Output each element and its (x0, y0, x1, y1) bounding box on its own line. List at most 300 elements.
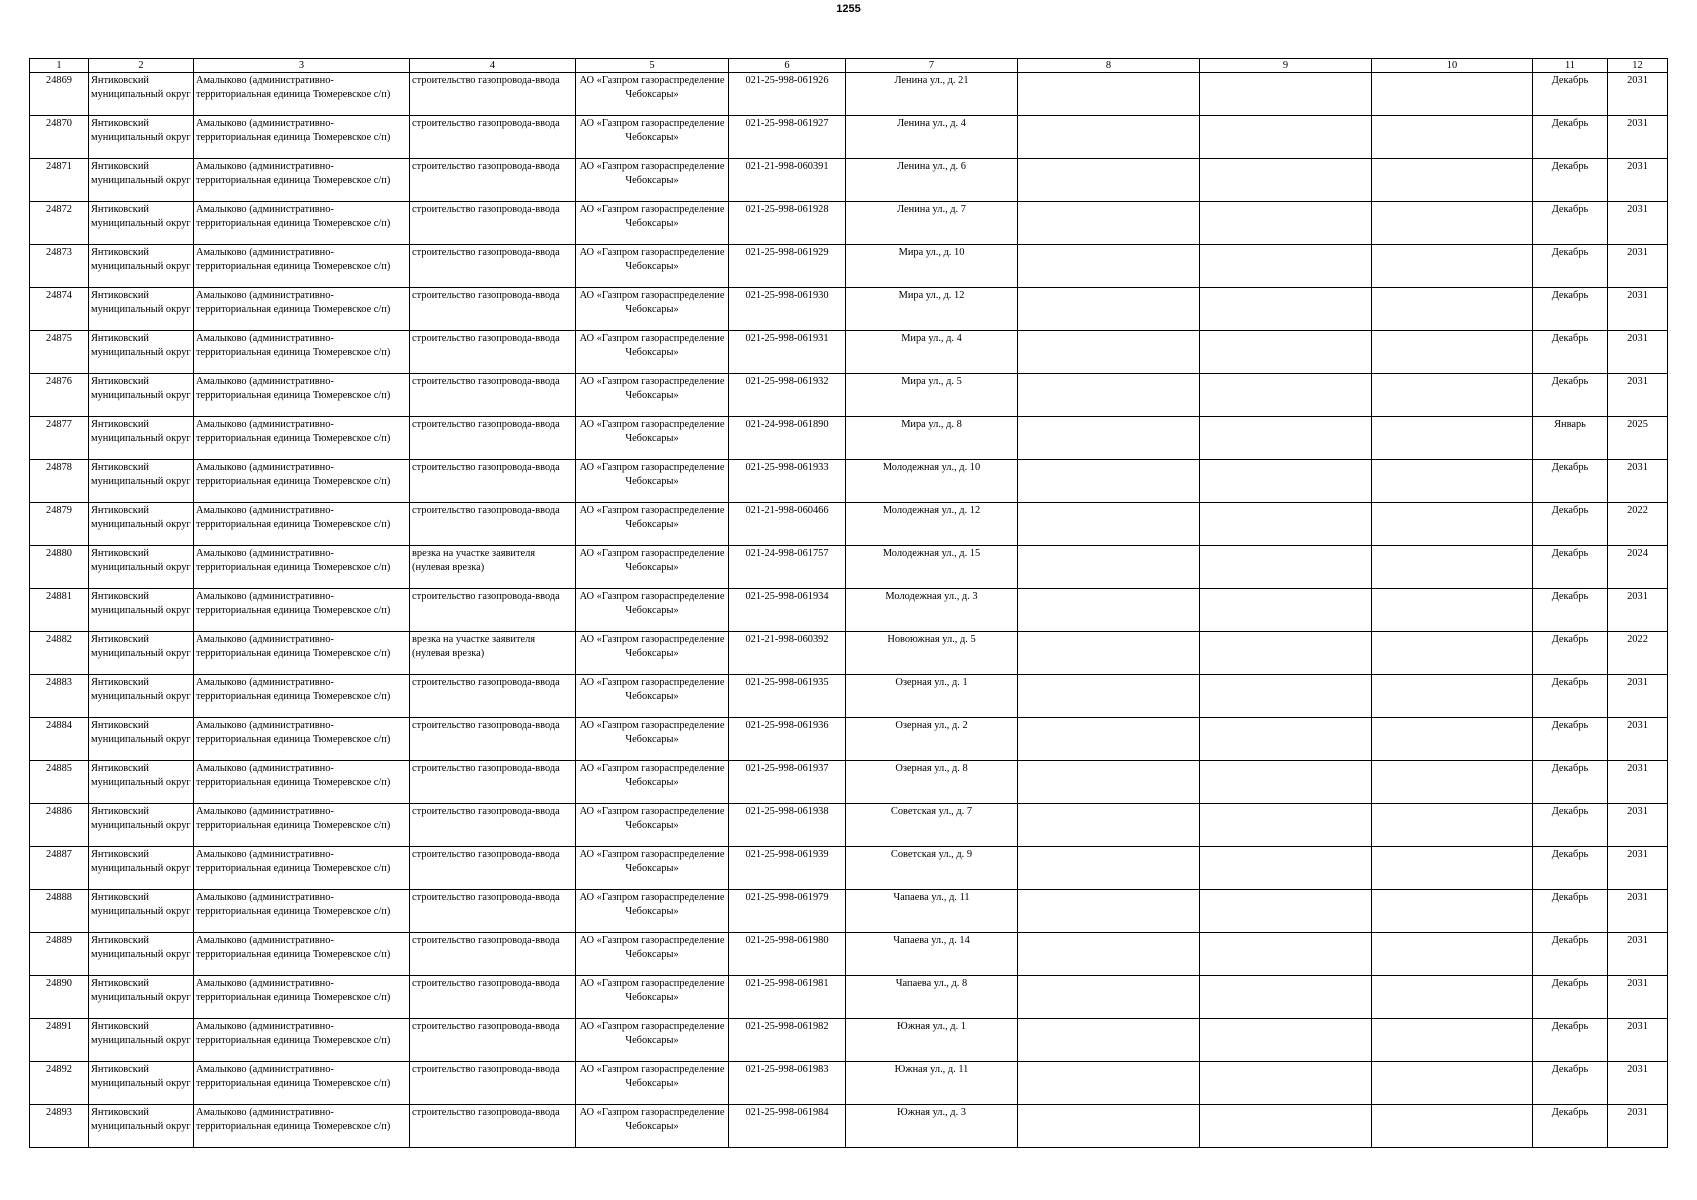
column-10-cell (1372, 374, 1533, 417)
month-cell: Декабрь (1533, 1019, 1608, 1062)
settlement-cell: Амалыково (административно-территориальная единица Тюмеревское с/п) (194, 1019, 410, 1062)
month-cell: Декабрь (1533, 589, 1608, 632)
address-cell: Южная ул., д. 11 (846, 1062, 1018, 1105)
object-code-cell: 021-25-998-061927 (729, 116, 846, 159)
year-cell: 2031 (1608, 1062, 1668, 1105)
table-row (30, 1062, 1668, 1105)
column-10-cell (1372, 288, 1533, 331)
table-row (30, 632, 1668, 675)
settlement-cell: Амалыково (административно-территориальная единица Тюмеревское с/п) (194, 632, 410, 675)
row-number: 24878 (30, 460, 89, 503)
month-cell: Декабрь (1533, 331, 1608, 374)
row-number: 24877 (30, 417, 89, 460)
work-type-cell: строительство газопровода-ввода (410, 417, 576, 460)
year-cell: 2031 (1608, 245, 1668, 288)
column-8-cell (1018, 1105, 1200, 1148)
row-number: 24883 (30, 675, 89, 718)
address-cell: Ленина ул., д. 4 (846, 116, 1018, 159)
column-8-cell (1018, 890, 1200, 933)
address-cell: Мира ул., д. 5 (846, 374, 1018, 417)
column-10-cell (1372, 890, 1533, 933)
settlement-cell: Амалыково (административно-территориальная единица Тюмеревское с/п) (194, 1062, 410, 1105)
month-cell: Декабрь (1533, 1105, 1608, 1148)
month-cell: Декабрь (1533, 933, 1608, 976)
address-cell: Ленина ул., д. 7 (846, 202, 1018, 245)
column-10-cell (1372, 159, 1533, 202)
work-type-cell: строительство газопровода-ввода (410, 890, 576, 933)
row-number: 24873 (30, 245, 89, 288)
column-8-cell (1018, 847, 1200, 890)
work-type-cell: строительство газопровода-ввода (410, 1105, 576, 1148)
settlement-cell: Амалыково (административно-территориальная единица Тюмеревское с/п) (194, 718, 410, 761)
row-number: 24876 (30, 374, 89, 417)
column-header: 4 (410, 59, 576, 73)
settlement-cell: Амалыково (административно-территориальная единица Тюмеревское с/п) (194, 245, 410, 288)
object-code-cell: 021-25-998-061937 (729, 761, 846, 804)
operator-cell: АО «Газпром газораспределение Чебоксары» (576, 632, 729, 675)
column-9-cell (1200, 933, 1372, 976)
column-9-cell (1200, 589, 1372, 632)
month-cell: Декабрь (1533, 1062, 1608, 1105)
district-cell: Янтиковский муниципальный округ (89, 503, 194, 546)
column-8-cell (1018, 632, 1200, 675)
column-8-cell (1018, 202, 1200, 245)
column-10-cell (1372, 1105, 1533, 1148)
object-code-cell: 021-25-998-061931 (729, 331, 846, 374)
month-cell: Декабрь (1533, 460, 1608, 503)
month-cell: Декабрь (1533, 718, 1608, 761)
month-cell: Декабрь (1533, 675, 1608, 718)
district-cell: Янтиковский муниципальный округ (89, 417, 194, 460)
district-cell: Янтиковский муниципальный округ (89, 847, 194, 890)
column-header: 11 (1533, 59, 1608, 73)
work-type-cell: строительство газопровода-ввода (410, 374, 576, 417)
column-8-cell (1018, 1019, 1200, 1062)
table-row (30, 1105, 1668, 1148)
work-type-cell: строительство газопровода-ввода (410, 503, 576, 546)
column-header: 1 (30, 59, 89, 73)
header-row (30, 59, 1668, 73)
district-cell: Янтиковский муниципальный округ (89, 933, 194, 976)
table-body (30, 73, 1668, 1148)
operator-cell: АО «Газпром газораспределение Чебоксары» (576, 331, 729, 374)
operator-cell: АО «Газпром газораспределение Чебоксары» (576, 546, 729, 589)
month-cell: Декабрь (1533, 288, 1608, 331)
district-cell: Янтиковский муниципальный округ (89, 718, 194, 761)
row-number: 24871 (30, 159, 89, 202)
year-cell: 2024 (1608, 546, 1668, 589)
column-9-cell (1200, 1062, 1372, 1105)
table-row (30, 804, 1668, 847)
month-cell: Декабрь (1533, 847, 1608, 890)
object-code-cell: 021-25-998-061984 (729, 1105, 846, 1148)
year-cell: 2025 (1608, 417, 1668, 460)
work-type-cell: строительство газопровода-ввода (410, 933, 576, 976)
table-row (30, 675, 1668, 718)
column-9-cell (1200, 1105, 1372, 1148)
column-8-cell (1018, 116, 1200, 159)
table-row (30, 288, 1668, 331)
operator-cell: АО «Газпром газораспределение Чебоксары» (576, 503, 729, 546)
column-10-cell (1372, 675, 1533, 718)
year-cell: 2031 (1608, 460, 1668, 503)
work-type-cell: врезка на участке заявителя (нулевая врезка) (410, 632, 576, 675)
object-code-cell: 021-25-998-061928 (729, 202, 846, 245)
district-cell: Янтиковский муниципальный округ (89, 546, 194, 589)
column-9-cell (1200, 245, 1372, 288)
address-cell: Новоюжная ул., д. 5 (846, 632, 1018, 675)
district-cell: Янтиковский муниципальный округ (89, 632, 194, 675)
object-code-cell: 021-25-998-061936 (729, 718, 846, 761)
work-type-cell: строительство газопровода-ввода (410, 116, 576, 159)
column-10-cell (1372, 460, 1533, 503)
district-cell: Янтиковский муниципальный округ (89, 460, 194, 503)
column-8-cell (1018, 374, 1200, 417)
column-9-cell (1200, 202, 1372, 245)
table-row (30, 890, 1668, 933)
month-cell: Декабрь (1533, 245, 1608, 288)
column-9-cell (1200, 116, 1372, 159)
year-cell: 2031 (1608, 374, 1668, 417)
table-row (30, 245, 1668, 288)
column-9-cell (1200, 761, 1372, 804)
address-cell: Южная ул., д. 3 (846, 1105, 1018, 1148)
table-row (30, 460, 1668, 503)
work-type-cell: строительство газопровода-ввода (410, 331, 576, 374)
row-number: 24870 (30, 116, 89, 159)
table-row (30, 202, 1668, 245)
district-cell: Янтиковский муниципальный округ (89, 675, 194, 718)
year-cell: 2031 (1608, 933, 1668, 976)
address-cell: Озерная ул., д. 8 (846, 761, 1018, 804)
district-cell: Янтиковский муниципальный округ (89, 245, 194, 288)
column-header: 12 (1608, 59, 1668, 73)
table-row (30, 976, 1668, 1019)
settlement-cell: Амалыково (административно-территориальная единица Тюмеревское с/п) (194, 589, 410, 632)
row-number: 24879 (30, 503, 89, 546)
year-cell: 2022 (1608, 503, 1668, 546)
column-8-cell (1018, 546, 1200, 589)
work-type-cell: строительство газопровода-ввода (410, 159, 576, 202)
operator-cell: АО «Газпром газораспределение Чебоксары» (576, 976, 729, 1019)
column-10-cell (1372, 933, 1533, 976)
settlement-cell: Амалыково (административно-территориальная единица Тюмеревское с/п) (194, 288, 410, 331)
year-cell: 2031 (1608, 761, 1668, 804)
row-number: 24875 (30, 331, 89, 374)
table-row (30, 374, 1668, 417)
row-number: 24892 (30, 1062, 89, 1105)
column-9-cell (1200, 417, 1372, 460)
work-type-cell: строительство газопровода-ввода (410, 202, 576, 245)
work-type-cell: строительство газопровода-ввода (410, 589, 576, 632)
object-code-cell: 021-25-998-061938 (729, 804, 846, 847)
settlement-cell: Амалыково (административно-территориальная единица Тюмеревское с/п) (194, 202, 410, 245)
month-cell: Декабрь (1533, 546, 1608, 589)
address-cell: Ленина ул., д. 21 (846, 73, 1018, 116)
column-header: 8 (1018, 59, 1200, 73)
address-cell: Мира ул., д. 10 (846, 245, 1018, 288)
table-row (30, 761, 1668, 804)
row-number: 24869 (30, 73, 89, 116)
row-number: 24882 (30, 632, 89, 675)
column-10-cell (1372, 1019, 1533, 1062)
work-type-cell: строительство газопровода-ввода (410, 847, 576, 890)
address-cell: Чапаева ул., д. 14 (846, 933, 1018, 976)
table-row (30, 503, 1668, 546)
row-number: 24880 (30, 546, 89, 589)
operator-cell: АО «Газпром газораспределение Чебоксары» (576, 288, 729, 331)
work-type-cell: строительство газопровода-ввода (410, 245, 576, 288)
settlement-cell: Амалыково (административно-территориальная единица Тюмеревское с/п) (194, 761, 410, 804)
column-9-cell (1200, 374, 1372, 417)
year-cell: 2031 (1608, 159, 1668, 202)
object-code-cell: 021-25-998-061932 (729, 374, 846, 417)
column-10-cell (1372, 73, 1533, 116)
column-10-cell (1372, 116, 1533, 159)
object-code-cell: 021-25-998-061983 (729, 1062, 846, 1105)
table-row (30, 933, 1668, 976)
row-number: 24890 (30, 976, 89, 1019)
column-9-cell (1200, 890, 1372, 933)
year-cell: 2031 (1608, 976, 1668, 1019)
column-8-cell (1018, 417, 1200, 460)
month-cell: Декабрь (1533, 503, 1608, 546)
column-8-cell (1018, 976, 1200, 1019)
object-code-cell: 021-25-998-061979 (729, 890, 846, 933)
work-type-cell: врезка на участке заявителя (нулевая врезка) (410, 546, 576, 589)
settlement-cell: Амалыково (административно-территориальная единица Тюмеревское с/п) (194, 847, 410, 890)
table-row (30, 116, 1668, 159)
column-8-cell (1018, 589, 1200, 632)
work-type-cell: строительство газопровода-ввода (410, 460, 576, 503)
column-header: 9 (1200, 59, 1372, 73)
operator-cell: АО «Газпром газораспределение Чебоксары» (576, 202, 729, 245)
column-header: 5 (576, 59, 729, 73)
district-cell: Янтиковский муниципальный округ (89, 288, 194, 331)
column-8-cell (1018, 288, 1200, 331)
address-cell: Молодежная ул., д. 3 (846, 589, 1018, 632)
district-cell: Янтиковский муниципальный округ (89, 804, 194, 847)
settlement-cell: Амалыково (административно-территориальная единица Тюмеревское с/п) (194, 73, 410, 116)
table-row (30, 73, 1668, 116)
column-10-cell (1372, 202, 1533, 245)
column-9-cell (1200, 546, 1372, 589)
month-cell: Январь (1533, 417, 1608, 460)
address-cell: Советская ул., д. 9 (846, 847, 1018, 890)
table-row (30, 589, 1668, 632)
year-cell: 2031 (1608, 589, 1668, 632)
column-9-cell (1200, 159, 1372, 202)
district-cell: Янтиковский муниципальный округ (89, 73, 194, 116)
year-cell: 2031 (1608, 331, 1668, 374)
column-8-cell (1018, 159, 1200, 202)
table-row (30, 159, 1668, 202)
object-code-cell: 021-21-998-060392 (729, 632, 846, 675)
month-cell: Декабрь (1533, 374, 1608, 417)
column-header: 3 (194, 59, 410, 73)
operator-cell: АО «Газпром газораспределение Чебоксары» (576, 460, 729, 503)
operator-cell: АО «Газпром газораспределение Чебоксары» (576, 933, 729, 976)
column-header: 6 (729, 59, 846, 73)
address-cell: Советская ул., д. 7 (846, 804, 1018, 847)
row-number: 24881 (30, 589, 89, 632)
address-cell: Мира ул., д. 12 (846, 288, 1018, 331)
column-header: 10 (1372, 59, 1533, 73)
column-9-cell (1200, 976, 1372, 1019)
district-cell: Янтиковский муниципальный округ (89, 589, 194, 632)
address-cell: Мира ул., д. 4 (846, 331, 1018, 374)
district-cell: Янтиковский муниципальный округ (89, 1062, 194, 1105)
row-number: 24874 (30, 288, 89, 331)
page-number: 1255 (836, 3, 861, 15)
year-cell: 2031 (1608, 288, 1668, 331)
district-cell: Янтиковский муниципальный округ (89, 890, 194, 933)
column-10-cell (1372, 718, 1533, 761)
address-cell: Мира ул., д. 8 (846, 417, 1018, 460)
work-type-cell: строительство газопровода-ввода (410, 804, 576, 847)
year-cell: 2031 (1608, 804, 1668, 847)
address-cell: Чапаева ул., д. 11 (846, 890, 1018, 933)
district-cell: Янтиковский муниципальный округ (89, 976, 194, 1019)
settlement-cell: Амалыково (административно-территориальная единица Тюмеревское с/п) (194, 417, 410, 460)
month-cell: Декабрь (1533, 159, 1608, 202)
year-cell: 2031 (1608, 202, 1668, 245)
address-cell: Озерная ул., д. 1 (846, 675, 1018, 718)
address-cell: Молодежная ул., д. 10 (846, 460, 1018, 503)
row-number: 24872 (30, 202, 89, 245)
year-cell: 2031 (1608, 1105, 1668, 1148)
district-cell: Янтиковский муниципальный округ (89, 761, 194, 804)
column-8-cell (1018, 1062, 1200, 1105)
column-10-cell (1372, 976, 1533, 1019)
object-code-cell: 021-21-998-060391 (729, 159, 846, 202)
row-number: 24886 (30, 804, 89, 847)
column-10-cell (1372, 761, 1533, 804)
column-9-cell (1200, 73, 1372, 116)
address-cell: Озерная ул., д. 2 (846, 718, 1018, 761)
operator-cell: АО «Газпром газораспределение Чебоксары» (576, 1105, 729, 1148)
register-table (29, 58, 1668, 1148)
object-code-cell: 021-25-998-061935 (729, 675, 846, 718)
object-code-cell: 021-25-998-061982 (729, 1019, 846, 1062)
operator-cell: АО «Газпром газораспределение Чебоксары» (576, 1062, 729, 1105)
row-number: 24891 (30, 1019, 89, 1062)
column-9-cell (1200, 331, 1372, 374)
row-number: 24888 (30, 890, 89, 933)
year-cell: 2031 (1608, 675, 1668, 718)
column-9-cell (1200, 1019, 1372, 1062)
row-number: 24893 (30, 1105, 89, 1148)
operator-cell: АО «Газпром газораспределение Чебоксары» (576, 890, 729, 933)
object-code-cell: 021-25-998-061930 (729, 288, 846, 331)
settlement-cell: Амалыково (административно-территориальная единица Тюмеревское с/п) (194, 546, 410, 589)
district-cell: Янтиковский муниципальный округ (89, 116, 194, 159)
object-code-cell: 021-24-998-061890 (729, 417, 846, 460)
column-10-cell (1372, 847, 1533, 890)
column-header: 2 (89, 59, 194, 73)
row-number: 24887 (30, 847, 89, 890)
year-cell: 2031 (1608, 847, 1668, 890)
month-cell: Декабрь (1533, 202, 1608, 245)
month-cell: Декабрь (1533, 116, 1608, 159)
year-cell: 2022 (1608, 632, 1668, 675)
operator-cell: АО «Газпром газораспределение Чебоксары» (576, 159, 729, 202)
operator-cell: АО «Газпром газораспределение Чебоксары» (576, 675, 729, 718)
table-row (30, 546, 1668, 589)
address-cell: Чапаева ул., д. 8 (846, 976, 1018, 1019)
year-cell: 2031 (1608, 718, 1668, 761)
row-number: 24885 (30, 761, 89, 804)
column-9-cell (1200, 632, 1372, 675)
work-type-cell: строительство газопровода-ввода (410, 288, 576, 331)
address-cell: Молодежная ул., д. 12 (846, 503, 1018, 546)
district-cell: Янтиковский муниципальный округ (89, 159, 194, 202)
object-code-cell: 021-25-998-061926 (729, 73, 846, 116)
month-cell: Декабрь (1533, 804, 1608, 847)
work-type-cell: строительство газопровода-ввода (410, 976, 576, 1019)
work-type-cell: строительство газопровода-ввода (410, 73, 576, 116)
object-code-cell: 021-21-998-060466 (729, 503, 846, 546)
district-cell: Янтиковский муниципальный округ (89, 202, 194, 245)
column-10-cell (1372, 245, 1533, 288)
column-8-cell (1018, 460, 1200, 503)
district-cell: Янтиковский муниципальный округ (89, 1105, 194, 1148)
table-row (30, 331, 1668, 374)
settlement-cell: Амалыково (административно-территориальная единица Тюмеревское с/п) (194, 1105, 410, 1148)
month-cell: Декабрь (1533, 976, 1608, 1019)
month-cell: Декабрь (1533, 761, 1608, 804)
work-type-cell: строительство газопровода-ввода (410, 1062, 576, 1105)
settlement-cell: Амалыково (административно-территориальная единица Тюмеревское с/п) (194, 933, 410, 976)
operator-cell: АО «Газпром газораспределение Чебоксары» (576, 589, 729, 632)
table-row (30, 718, 1668, 761)
work-type-cell: строительство газопровода-ввода (410, 675, 576, 718)
district-cell: Янтиковский муниципальный округ (89, 331, 194, 374)
column-8-cell (1018, 331, 1200, 374)
year-cell: 2031 (1608, 1019, 1668, 1062)
column-8-cell (1018, 933, 1200, 976)
column-8-cell (1018, 503, 1200, 546)
table-row (30, 417, 1668, 460)
operator-cell: АО «Газпром газораспределение Чебоксары» (576, 73, 729, 116)
settlement-cell: Амалыково (административно-территориальная единица Тюмеревское с/п) (194, 159, 410, 202)
column-9-cell (1200, 718, 1372, 761)
row-number: 24884 (30, 718, 89, 761)
table-row (30, 1019, 1668, 1062)
column-10-cell (1372, 1062, 1533, 1105)
column-9-cell (1200, 804, 1372, 847)
settlement-cell: Амалыково (административно-территориальная единица Тюмеревское с/п) (194, 374, 410, 417)
address-cell: Южная ул., д. 1 (846, 1019, 1018, 1062)
column-8-cell (1018, 73, 1200, 116)
column-8-cell (1018, 245, 1200, 288)
object-code-cell: 021-25-998-061929 (729, 245, 846, 288)
column-9-cell (1200, 503, 1372, 546)
table-row (30, 847, 1668, 890)
year-cell: 2031 (1608, 890, 1668, 933)
month-cell: Декабрь (1533, 73, 1608, 116)
column-10-cell (1372, 417, 1533, 460)
column-10-cell (1372, 503, 1533, 546)
work-type-cell: строительство газопровода-ввода (410, 1019, 576, 1062)
object-code-cell: 021-25-998-061981 (729, 976, 846, 1019)
district-cell: Янтиковский муниципальный округ (89, 1019, 194, 1062)
work-type-cell: строительство газопровода-ввода (410, 718, 576, 761)
column-10-cell (1372, 632, 1533, 675)
row-number: 24889 (30, 933, 89, 976)
operator-cell: АО «Газпром газораспределение Чебоксары» (576, 1019, 729, 1062)
settlement-cell: Амалыково (административно-территориальная единица Тюмеревское с/п) (194, 976, 410, 1019)
